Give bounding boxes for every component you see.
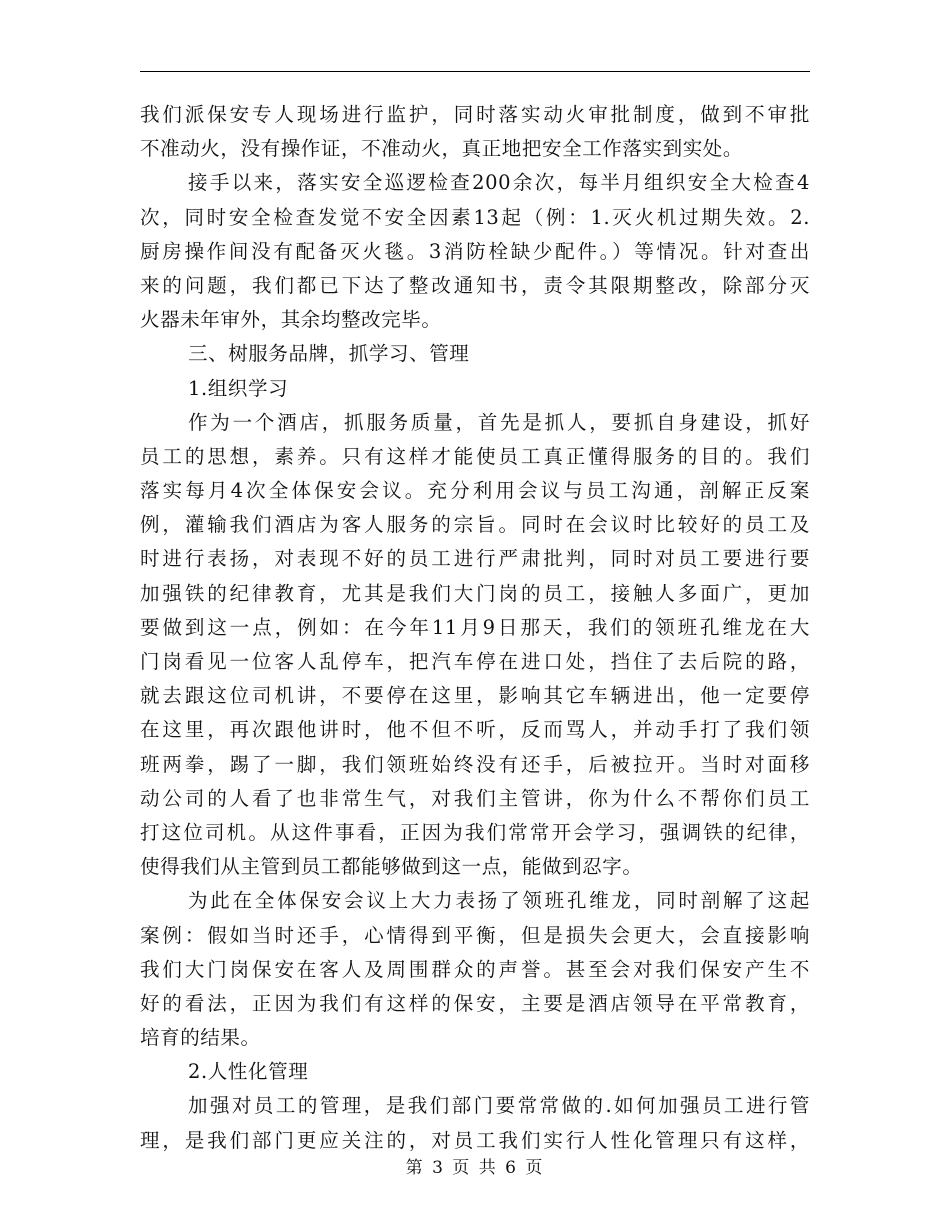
- text-line: 时进行表扬，对表现不好的员工进行严肃批判，同时对员工要进行要: [140, 547, 810, 571]
- text-line: 火器未年审外，其余均整改完毕。: [140, 308, 442, 332]
- text-line: 员工的思想，素养。只有这样才能使员工真正懂得服务的目的。我们: [140, 444, 810, 468]
- header-rule: [140, 71, 810, 72]
- text-line: 接手以来，落实安全巡逻检查200余次，每半月组织安全大检查4: [188, 171, 810, 195]
- text-line: 厨房操作间没有配备灭火毯。3消防栓缺少配件。）等情况。针对查出: [140, 239, 810, 263]
- text-line: 要做到这一点，例如：在今年11月9日那天，我们的领班孔维龙在大: [140, 615, 810, 639]
- text-line: 案例：假如当时还手，心情得到平衡，但是损失会更大，会直接影响: [140, 923, 810, 947]
- text-line: 门岗看见一位客人乱停车，把汽车停在进口处，挡住了去后院的路，: [140, 650, 810, 673]
- document-body: [140, 98, 810, 1158]
- text-line: 加强铁的纪律教育，尤其是我们大门岗的员工，接触人多面广，更加: [140, 581, 810, 605]
- text-line: 理，是我们部门更应关注的，对员工我们实行人性化管理只有这样，: [140, 1128, 810, 1152]
- text-line: 2.人性化管理: [188, 1060, 309, 1084]
- text-line: 来的问题，我们都已下达了整改通知书，责令其限期整改，除部分灭: [140, 273, 810, 297]
- text-line: 作为一个酒店，抓服务质量，首先是抓人，要抓自身建设，抓好: [188, 410, 810, 434]
- text-line: 例，灌输我们酒店为客人服务的宗旨。同时在会议时比较好的员工及: [140, 513, 810, 537]
- text-line: 次，同时安全检查发觉不安全因素13起（例：1.灭火机过期失效。2.: [140, 205, 810, 229]
- text-line: 为此在全体保安会议上大力表扬了领班孔维龙，同时剖解了这起: [188, 889, 810, 913]
- text-line: 动公司的人看了也非常生气，对我们主管讲，你为什么不帮你们员工: [140, 786, 810, 810]
- page-footer: 第 3 页 共 6 页: [405, 1158, 545, 1178]
- text-line: 落实每月4次全体保安会议。充分利用会议与员工沟通，剖解正反案: [140, 479, 810, 503]
- text-line: 使得我们从主管到员工都能够做到这一点，能做到忍字。: [140, 855, 643, 879]
- text-line: 三、树服务品牌，抓学习、管理: [188, 342, 470, 366]
- text-line: 我们大门岗保安在客人及周围群众的声誉。甚至会对我们保安产生不: [140, 957, 810, 981]
- text-line: 在这里，再次跟他讲时，他不但不听，反而骂人，并动手打了我们领: [140, 718, 810, 742]
- text-line: 不准动火，没有操作证，不准动火，真正地把安全工作落实到实处。: [140, 137, 744, 161]
- text-line: 培育的结果。: [140, 1026, 261, 1050]
- text-line: 班两拳，踢了一脚，我们领班始终没有还手，后被拉开。当时对面移: [140, 752, 810, 776]
- text-line: 我们派保安专人现场进行监护，同时落实动火审批制度，做到不审批: [140, 103, 810, 126]
- text-line: 打这位司机。从这件事看，正因为我们常常开会学习，强调铁的纪律，: [140, 820, 810, 844]
- text-line: 加强对员工的管理，是我们部门要常常做的.如何加强员工进行管: [188, 1094, 810, 1118]
- text-line: 1.组织学习: [188, 376, 289, 400]
- text-line: 就去跟这位司机讲，不要停在这里，影响其它车辆进出，他一定要停: [140, 684, 810, 708]
- text-line: 好的看法，正因为我们有这样的保安，主要是酒店领导在平常教育，: [140, 991, 810, 1015]
